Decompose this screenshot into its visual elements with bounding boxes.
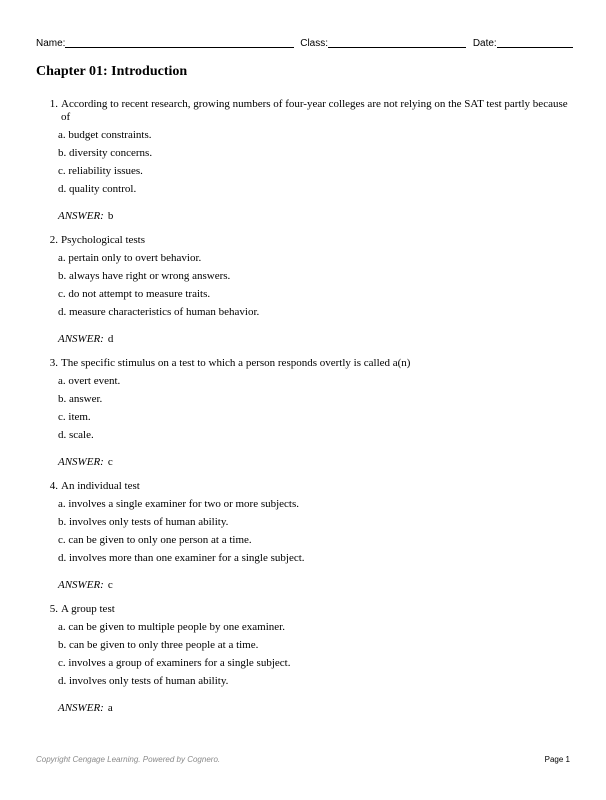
answer-option: a. overt event. (58, 375, 121, 387)
question-text: The specific stimulus on a test to which a person responds overtly is called a(n) (61, 357, 411, 369)
question-stem (36, 98, 572, 124)
answer-value: d (107, 333, 114, 345)
answer-option: b. diversity concerns. (58, 147, 153, 159)
answer-label: ANSWER: (58, 579, 104, 591)
answer-options (58, 375, 572, 442)
answer-options (58, 498, 572, 565)
class-line[interactable] (328, 36, 466, 48)
answer-label: ANSWER: (58, 456, 104, 468)
question-number: 3. (49, 357, 58, 369)
question-2 (36, 234, 572, 346)
answer-option: b. involves only tests of human ability. (58, 516, 229, 528)
answer-label: ANSWER: (58, 210, 104, 222)
answer-option: a. budget constraints. (58, 129, 152, 141)
answer-option: b. always have right or wrong answers. (58, 270, 231, 282)
answer-options (58, 129, 572, 196)
answer-option: c. do not attempt to measure traits. (58, 288, 211, 300)
question-number: 4. (49, 480, 58, 492)
question-stem (36, 480, 572, 493)
answer-option: d. involves only tests of human ability. (58, 675, 229, 687)
answer-label: ANSWER: (58, 702, 104, 714)
answer-option: b. can be given to only three people at a time. (58, 639, 259, 651)
answer-value: b (107, 210, 114, 222)
answer-option: c. reliability issues. (58, 165, 143, 177)
question-4 (36, 480, 572, 592)
answer-option: c. involves a group of examiners for a single subject. (58, 657, 291, 669)
name-label: Name: (36, 38, 66, 49)
question-stem (36, 357, 572, 370)
class-label: Class: (300, 38, 329, 49)
question-stem (36, 603, 572, 616)
answer-value: c (107, 579, 113, 591)
answer-value: a (107, 702, 113, 714)
question-number: 2. (49, 234, 58, 246)
answer-option: c. item. (58, 411, 91, 423)
chapter-title: Chapter 01: Introduction (36, 64, 188, 79)
question-text: An individual test (61, 480, 140, 492)
answer-key (58, 210, 572, 223)
answer-options (58, 621, 572, 688)
page-footer (36, 755, 570, 764)
answer-option: d. scale. (58, 429, 94, 441)
answer-key (58, 333, 572, 346)
answer-key (58, 579, 572, 592)
answer-option: c. can be given to only one person at a time. (58, 534, 252, 546)
question-text: Psychological tests (61, 234, 146, 246)
answer-option: d. involves more than one examiner for a single subject. (58, 552, 305, 564)
answer-key (58, 456, 572, 469)
answer-option: d. quality control. (58, 183, 137, 195)
question-5 (36, 603, 572, 715)
answer-key (58, 702, 572, 715)
answer-option: b. answer. (58, 393, 103, 405)
answer-option: a. involves a single examiner for two or more subjects. (58, 498, 300, 510)
question-number: 5. (49, 603, 58, 615)
answer-option: d. measure characteristics of human behavior. (58, 306, 260, 318)
answer-label: ANSWER: (58, 333, 104, 345)
question-number: 1. (49, 98, 58, 110)
answer-options (58, 252, 572, 319)
question-text: A group test (61, 603, 115, 615)
question-stem (36, 234, 572, 247)
question-list (36, 98, 572, 726)
name-line[interactable] (65, 36, 294, 48)
answer-option: a. pertain only to overt behavior. (58, 252, 202, 264)
student-info-header (36, 36, 572, 49)
question-text: According to recent research, growing numbers of four-year colleges are not relying on the SAT test partly because of (61, 98, 568, 123)
date-line[interactable] (497, 36, 573, 48)
question-1 (36, 98, 572, 223)
date-label: Date: (472, 38, 497, 49)
page-number: Page 1 (544, 755, 570, 764)
question-3 (36, 357, 572, 469)
copyright-notice: Copyright Cengage Learning. Powered by Cognero. (36, 755, 221, 764)
answer-option: a. can be given to multiple people by one examiner. (58, 621, 285, 633)
answer-value: c (107, 456, 113, 468)
